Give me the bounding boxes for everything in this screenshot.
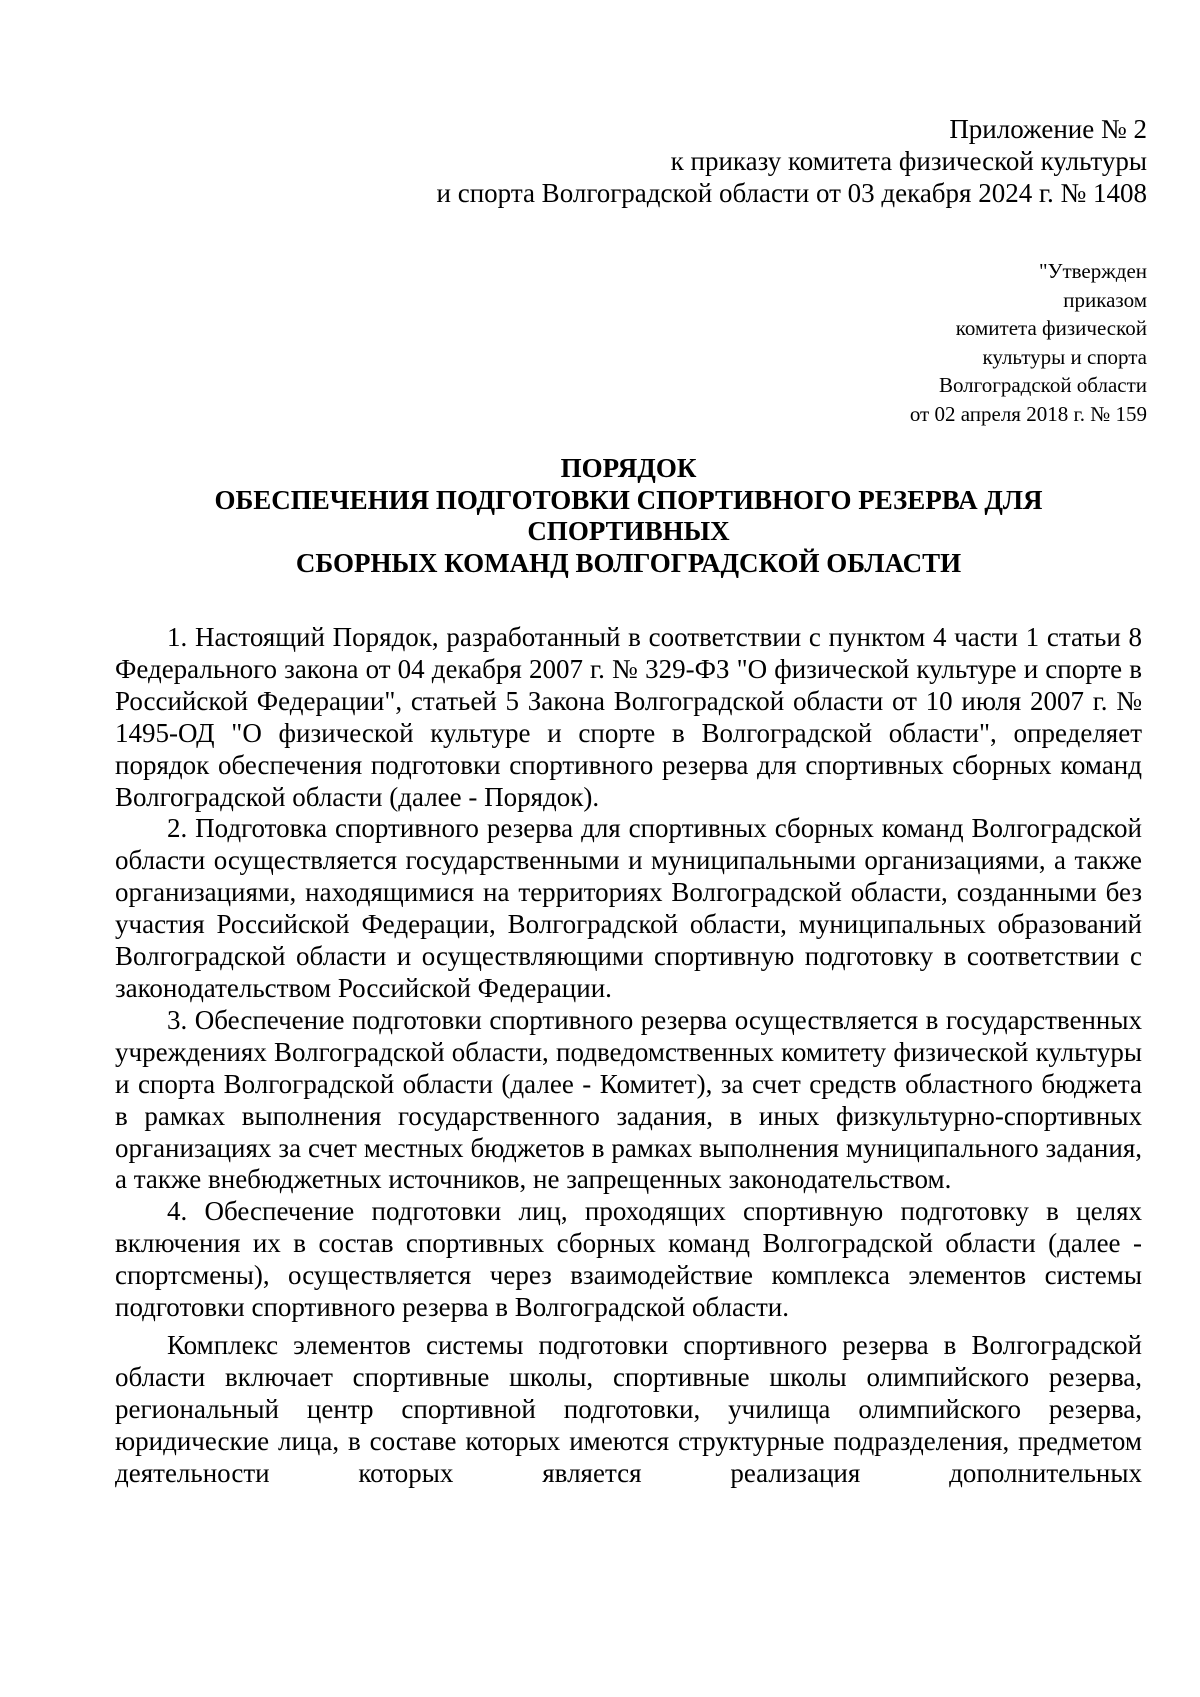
paragraph-3: 3. Обеспечение подготовки спортивного резерва осуществляется в государственных учреждениях Волгоградской области, подведомственных комитету физической культуры и спорта Волгоградской области (далее - Комитет), за счет средств областного бюджета в рамках выполнения государственного задания, в иных физкультурно-спортивных организациях за счет местных бюджетов в рамках выполнения муниципального задания, а также внебюджетных источников, не запрещенных законодательством. [115, 1004, 1142, 1195]
title-line-4: СБОРНЫХ КОМАНД ВОЛГОГРАДСКОЙ ОБЛАСТИ [295, 547, 962, 578]
appendix-order-line: к приказу комитета физической культуры [670, 146, 1147, 176]
document-title [115, 453, 1142, 579]
approved-order: приказом [1063, 287, 1147, 312]
approved-region: Волгоградской области [938, 373, 1147, 397]
paragraph-1: 1. Настоящий Порядок, разработанный в соответствии с пунктом 4 части 1 статьи 8 Федерального закона от 04 декабря 2007 г. № 329-ФЗ "О физической культуре и спорте в Российской Федерации", статьей 5 Закона Волгоградской области от 10 июля 2007 г. № 1495-ОД "О физической культуре и спорте в Волгоградской области", определяет порядок обеспечения подготовки спортивного резерва для спортивных сборных команд Волгоградской области (далее - Порядок). [115, 622, 1142, 812]
appendix-number: Приложение № 2 [949, 114, 1147, 144]
document-body [115, 622, 1142, 1489]
title-line-2: ОБЕСПЕЧЕНИЯ ПОДГОТОВКИ СПОРТИВНОГО РЕЗЕРВА ДЛЯ [214, 484, 1043, 515]
approval-stamp-block [647, 257, 1147, 428]
title-line-1: ПОРЯДОК [560, 453, 697, 483]
approved-committee-cont: культуры и спорта [982, 344, 1147, 369]
paragraph-4: 4. Обеспечение подготовки лиц, проходящих спортивную подготовку в целях включения их в состав спортивных сборных команд Волгоградской области (далее - спортсмены), осуществляется через взаимодействие комплекса элементов системы подготовки спортивного резерва в Волгоградской области. [115, 1196, 1142, 1323]
approved-committee: комитета физической [955, 316, 1147, 340]
appendix-header [247, 113, 1147, 209]
title-line-3: СПОРТИВНЫХ [527, 516, 730, 546]
approved-date: от 02 апреля 2018 г. № 159 [909, 401, 1147, 426]
paragraph-2: 2. Подготовка спортивного резерва для спортивных сборных команд Волгоградской области осуществляется государственными и муниципальными организациями, а также организациями, находящимися на территориях Волгоградской области, созданными без участия Российской Федерации, Волгоградской области, муниципальных образований Волгоградской области и осуществляющими спортивную подготовку в соответствии с законодательством Российской Федерации. [115, 813, 1142, 1003]
appendix-order-date: и спорта Волгоградской области от 03 декабря 2024 г. № 1408 [436, 178, 1147, 208]
paragraph-5: Комплекс элементов системы подготовки спортивного резерва в Волгоградской области включает спортивные школы, спортивные школы олимпийского резерва, региональный центр спортивной подготовки, училища олимпийского резерва, юридические лица, в составе которых имеются структурные подразделения, предметом деятельности которых является реализация дополнительных [115, 1329, 1142, 1488]
approved-label: "Утвержден [1039, 259, 1147, 283]
